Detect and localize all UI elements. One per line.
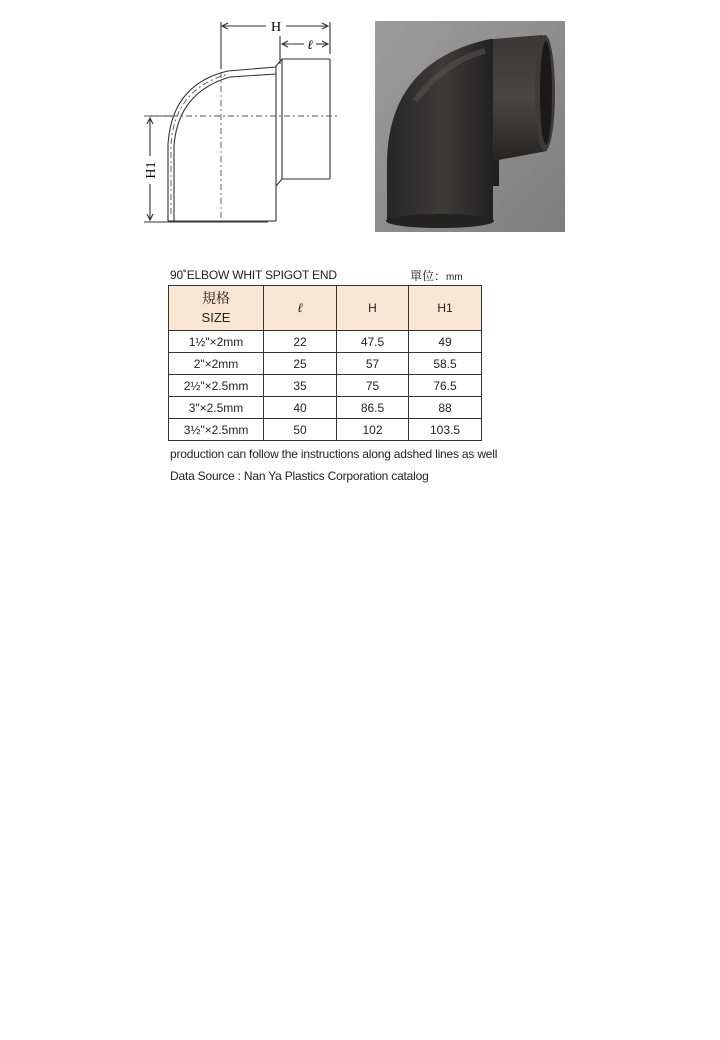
- table-row: [169, 397, 482, 419]
- cell-size: 3½"×2.5mm: [169, 419, 264, 441]
- table-row: [169, 375, 482, 397]
- header-h1: H1: [409, 286, 482, 331]
- table-row: [169, 419, 482, 441]
- cell-h: 47.5: [337, 331, 409, 353]
- header-size-cn: 規格: [202, 290, 230, 306]
- header-l-label: ℓ: [297, 301, 303, 316]
- cell-h1: 49: [409, 331, 482, 353]
- cell-l: 50: [264, 419, 337, 441]
- unit-note: [410, 267, 463, 284]
- cell-h: 75: [337, 375, 409, 397]
- cell-h: 102: [337, 419, 409, 441]
- cell-l: 40: [264, 397, 337, 419]
- elbow-technical-drawing: [138, 14, 350, 236]
- dimension-h-label: H: [270, 20, 282, 35]
- table-row: [169, 353, 482, 375]
- unit-label: 單位：: [410, 269, 447, 283]
- cell-h1: 58.5: [409, 353, 482, 375]
- note-production: production can follow the instructions along adshed lines as well: [170, 447, 498, 461]
- cell-l: 22: [264, 331, 337, 353]
- spec-table: [168, 285, 482, 441]
- cell-size: 2"×2mm: [169, 353, 264, 375]
- unit-value: mm: [446, 272, 463, 283]
- header-l: [264, 286, 337, 331]
- cell-h1: 103.5: [409, 419, 482, 441]
- table-header-row: [169, 286, 482, 331]
- dimension-h1-label: H1: [144, 161, 159, 179]
- table-title: 90˚ELBOW WHIT SPIGOT END: [170, 268, 337, 282]
- header-size-en: SIZE: [201, 310, 231, 325]
- cell-size: 1½"×2mm: [169, 331, 264, 353]
- elbow-product-photo: [375, 21, 565, 232]
- cell-l: 35: [264, 375, 337, 397]
- cell-h: 57: [337, 353, 409, 375]
- cell-h: 86.5: [337, 397, 409, 419]
- note-data-source: Data Source : Nan Ya Plastics Corporation catalog: [170, 469, 429, 483]
- cell-size: 3"×2.5mm: [169, 397, 264, 419]
- cell-h1: 76.5: [409, 375, 482, 397]
- header-h: H: [337, 286, 409, 331]
- dimension-l-label: ℓ: [307, 38, 313, 53]
- header-size: [169, 286, 264, 331]
- cell-l: 25: [264, 353, 337, 375]
- cell-h1: 88: [409, 397, 482, 419]
- table-row: [169, 331, 482, 353]
- cell-size: 2½"×2.5mm: [169, 375, 264, 397]
- table-caption: [169, 267, 481, 285]
